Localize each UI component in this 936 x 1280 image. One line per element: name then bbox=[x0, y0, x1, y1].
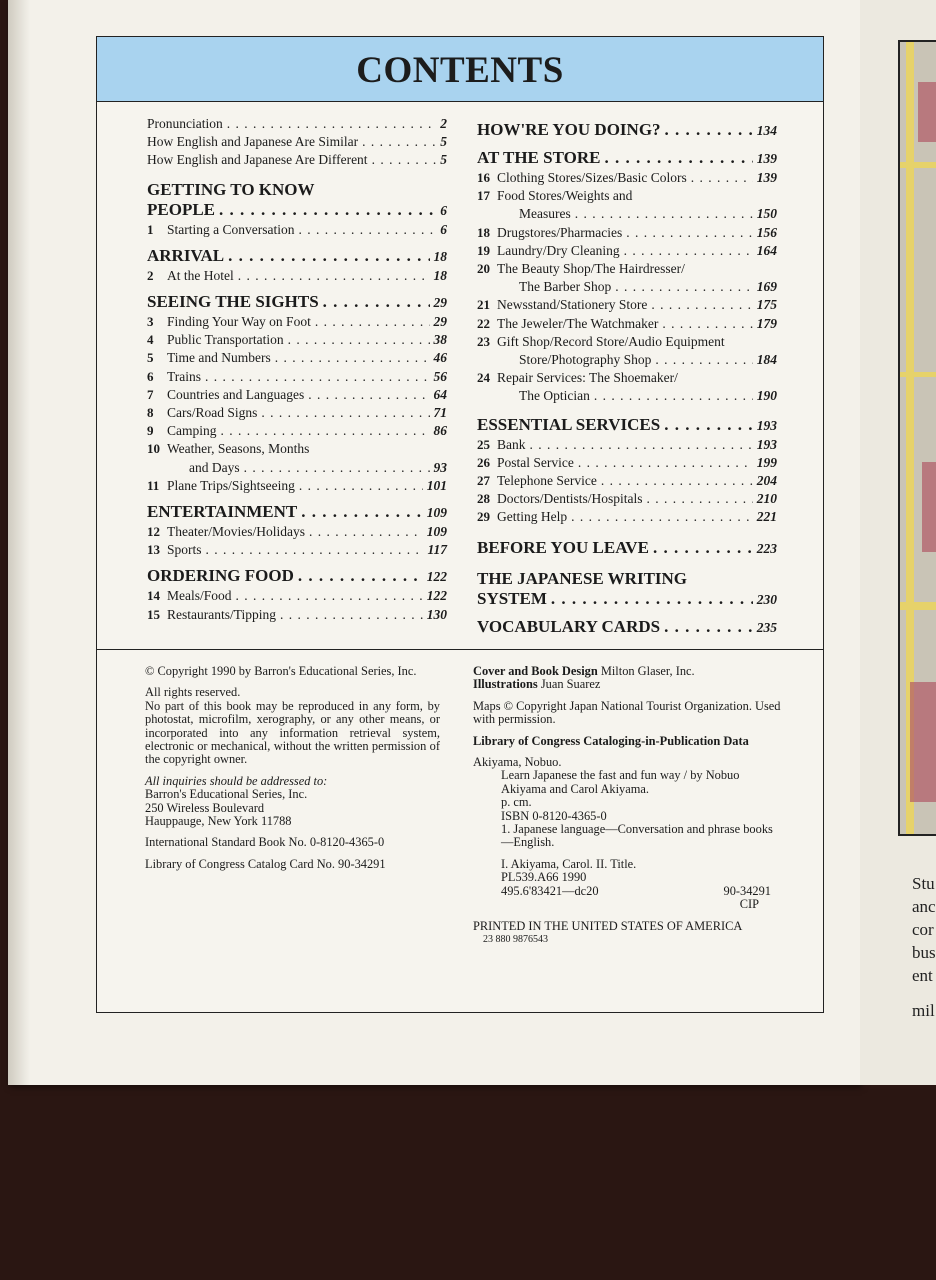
toc-entry: 12 Theater/Movies/Holidays . . . 109 bbox=[147, 523, 447, 541]
toc-entry: 16 Clothing Stores/Sizes/Basic Colors . . . 139 bbox=[477, 169, 777, 187]
toc-entry-continuation: The Optician . . . 190 bbox=[477, 387, 777, 405]
cover-credit: Cover and Book Design Milton Glaser, Inc. bbox=[473, 664, 695, 678]
toc-entry: 21 Newsstand/Stationery Store . . . 175 bbox=[477, 296, 777, 314]
address-line: 250 Wireless Boulevard bbox=[145, 800, 265, 815]
inquiries-label: All inquiries should be addressed to: bbox=[145, 773, 328, 788]
cip-title: Library of Congress Cataloging-in-Publication Data bbox=[473, 733, 749, 748]
toc-entry: 25 Bank . . . 193 bbox=[477, 436, 777, 454]
toc-entry: How English and Japanese Are Different . . . 5 bbox=[147, 151, 447, 169]
adjacent-page bbox=[860, 0, 936, 1085]
contents-frame bbox=[96, 36, 824, 1013]
toc-entry-continuation: Measures . . . 150 bbox=[477, 205, 777, 223]
toc-left-column bbox=[147, 115, 447, 624]
section-heading: ORDERING FOOD . . . 122 bbox=[147, 565, 447, 587]
toc-entry: 7 Countries and Languages . . . 64 bbox=[147, 386, 447, 404]
toc-entry: 22 The Jeweler/The Watchmaker . . . 179 bbox=[477, 315, 777, 333]
toc-entry-continuation: The Barber Shop . . . 169 bbox=[477, 278, 777, 296]
section-heading: BEFORE YOU LEAVE . . . 223 bbox=[477, 537, 777, 559]
copyright-left bbox=[145, 665, 440, 879]
cip-subject: 1. Japanese language—Conversation and phrase books—English. bbox=[501, 822, 773, 850]
cip-call-number: PL539.A66 1990 bbox=[501, 870, 587, 885]
toc-entry: 6 Trains . . . 56 bbox=[147, 368, 447, 386]
toc-entry-continuation: Store/Photography Shop . . . 184 bbox=[477, 351, 777, 369]
isbn-line: International Standard Book No. 0-8120-4365-0 bbox=[145, 835, 385, 850]
cip-isbn: ISBN 0-8120-4365-0 bbox=[501, 808, 607, 823]
rights-reserved: All rights reserved. bbox=[145, 685, 241, 700]
toc-entry: 28 Doctors/Dentists/Hospitals . . . 210 bbox=[477, 490, 777, 508]
toc-entry: 23 Gift Shop/Record Store/Audio Equipment bbox=[477, 333, 725, 349]
section-heading: SEEING THE SIGHTS . . . 29 bbox=[147, 291, 447, 313]
cip-dewey-row: 495.6'83421—dc20 90-34291 bbox=[501, 883, 771, 898]
printed-line: PRINTED IN THE UNITED STATES OF AMERICA bbox=[473, 918, 743, 933]
toc-entry: 15 Restaurants/Tipping . . . 130 bbox=[147, 606, 447, 624]
section-heading: THE JAPANESE WRITING bbox=[477, 568, 688, 588]
toc-entry: 8 Cars/Road Signs . . . 71 bbox=[147, 404, 447, 422]
print-numbers: 23 880 9876543 bbox=[483, 933, 548, 945]
cip-label: CIP bbox=[739, 897, 759, 912]
section-heading: ESSENTIAL SERVICES . . . 193 bbox=[477, 414, 777, 436]
address-line: Barron's Educational Series, Inc. bbox=[145, 787, 308, 802]
section-heading: VOCABULARY CARDS . . . 235 bbox=[477, 616, 777, 638]
toc-entry: 3 Finding Your Way on Foot . . . 29 bbox=[147, 313, 447, 331]
section-heading: PEOPLE . . . 6 bbox=[147, 199, 447, 221]
toc-entry: 1 Starting a Conversation . . . 6 bbox=[147, 221, 447, 239]
illustration-credit: Illustrations Juan Suarez bbox=[473, 677, 601, 692]
cip-description: Learn Japanese the fast and fun way / by Nobuo Akiyama and Carol Akiyama. bbox=[501, 768, 740, 796]
section-heading: ENTERTAINMENT . . . 109 bbox=[147, 501, 447, 523]
book-page bbox=[8, 0, 860, 1085]
section-heading: AT THE STORE . . . 139 bbox=[477, 147, 777, 169]
contents-banner bbox=[97, 37, 823, 102]
toc-entry: 24 Repair Services: The Shoemaker/ bbox=[477, 370, 678, 386]
section-heading: HOW'RE YOU DOING? . . . 134 bbox=[477, 119, 777, 141]
divider bbox=[97, 649, 823, 650]
toc-entry: Pronunciation . . . 2 bbox=[147, 115, 447, 133]
toc-entry: 11 Plane Trips/Sightseeing . . . 101 bbox=[147, 477, 447, 495]
toc-entry: 20 The Beauty Shop/The Hairdresser/ bbox=[477, 261, 685, 277]
lccn-line: Library of Congress Catalog Card No. 90-34291 bbox=[145, 856, 386, 871]
toc-entry: 5 Time and Numbers . . . 46 bbox=[147, 349, 447, 367]
copyright-notice: © Copyright 1990 by Barron's Educational Series, Inc. bbox=[145, 664, 417, 678]
page-edge bbox=[8, 0, 30, 1085]
section-heading: GETTING TO KNOW bbox=[147, 179, 315, 199]
cip-author: Akiyama, Nobuo. bbox=[473, 755, 562, 770]
cip-pcm: p. cm. bbox=[501, 795, 532, 810]
cip-added-entries: I. Akiyama, Carol. II. Title. bbox=[501, 856, 637, 871]
toc-entry-continuation: and Days . . . 93 bbox=[147, 459, 447, 477]
rights-text: No part of this book may be reproduced in any form, by photostat, microfilm, xerography, or any other means, or incorporated into any information retrieval system, electronic or mechanical, without the written permission of the copyright owner. bbox=[145, 698, 440, 767]
adjacent-page-text: Stu anc cor bus ent mil bbox=[912, 874, 936, 1020]
toc-entry: 18 Drugstores/Pharmacies . . . 156 bbox=[477, 224, 777, 242]
toc-entry: 17 Food Stores/Weights and bbox=[477, 188, 633, 204]
maps-credit: Maps © Copyright Japan National Tourist Organization. Used with permission. bbox=[473, 698, 781, 727]
toc-entry: 26 Postal Service . . . 199 bbox=[477, 454, 777, 472]
toc-entry: 9 Camping . . . 86 bbox=[147, 422, 447, 440]
address-line: Hauppauge, New York 11788 bbox=[145, 814, 292, 829]
toc-entry: 27 Telephone Service . . . 204 bbox=[477, 472, 777, 490]
section-heading: ARRIVAL . . . 18 bbox=[147, 245, 447, 267]
toc-entry: 14 Meals/Food . . . 122 bbox=[147, 587, 447, 605]
map-image bbox=[898, 40, 936, 836]
toc-entry: 4 Public Transportation . . . 38 bbox=[147, 331, 447, 349]
toc-entry: 19 Laundry/Dry Cleaning . . . 164 bbox=[477, 242, 777, 260]
toc-entry: 10 Weather, Seasons, Months bbox=[147, 441, 310, 457]
copyright-right bbox=[473, 665, 783, 946]
page-title: CONTENTS bbox=[356, 50, 564, 91]
toc-entry: 13 Sports . . . 117 bbox=[147, 541, 447, 559]
toc-right-column bbox=[477, 115, 777, 638]
toc-entry: How English and Japanese Are Similar . . . 5 bbox=[147, 133, 447, 151]
section-heading: SYSTEM . . . 230 bbox=[477, 588, 777, 610]
toc-entry: 29 Getting Help . . . 221 bbox=[477, 508, 777, 526]
toc-entry: 2 At the Hotel . . . 18 bbox=[147, 267, 447, 285]
